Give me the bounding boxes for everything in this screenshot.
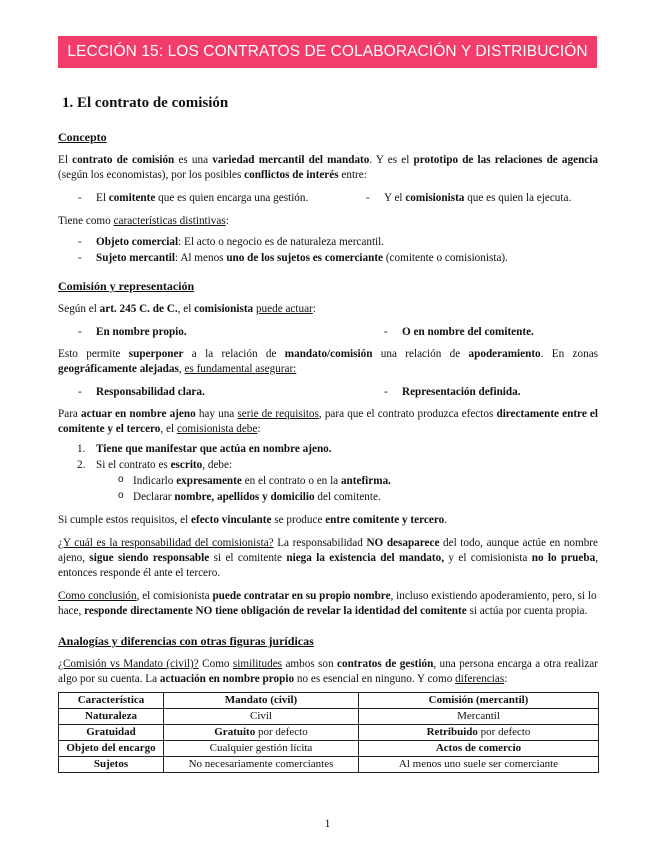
action-modes-list — [58, 324, 598, 340]
lesson-title-banner: LECCIÓN 15: LOS CONTRATOS DE COLABORACIÓN Y DISTRIBUCIÓN — [58, 36, 597, 68]
list-item: o Indicarlo expresamente en el contrato o en la antefirma. — [58, 473, 598, 489]
comision-paragraph-3: Para actuar en nombre ajeno hay una serie de requisitos, para que el contrato produzca efectos directamente entre el comitente y el tercero, el comisionista debe: — [58, 408, 599, 435]
mode-principal-name: - O en nombre del comitente. — [364, 324, 534, 340]
requirements-numbered-list — [58, 441, 598, 473]
table-cell: Actos de comercio — [359, 741, 599, 757]
heading-analogias: Analogías y diferencias con otras figuras jurídicas — [58, 634, 314, 648]
party-comisionista: - Y el comisionista que es quien la ejecuta. — [346, 190, 571, 206]
table-cell: No necesariamente comerciantes — [164, 757, 359, 773]
comision-paragraph-1: Según el art. 245 C. de C., el comisionista puede actuar: — [58, 303, 316, 315]
list-item: o Declarar nombre, apellidos y domicilio del comitente. — [58, 489, 598, 505]
comision-paragraph-5: ¿Y cuál es la responsabilidad del comisionista? La responsabilidad NO desaparece del todo, aunque actúe en nombre ajeno, sigue siendo responsable si el comitente niega la existencia del mandato, y el comisionista no lo prueba, entonces responde él ante el tercero. — [58, 537, 598, 579]
list-item: 1. Tiene que manifestar que actúa en nombre ajeno. — [77, 443, 332, 455]
table-cell: Mercantil — [359, 709, 599, 725]
list-item: 2. Si el contrato es escrito, debe: — [77, 459, 233, 471]
req-responsibility: - Responsabilidad clara. — [58, 384, 364, 400]
table-cell: Sujetos — [59, 757, 164, 773]
req-representation: - Representación definida. — [364, 384, 521, 400]
table-cell: Naturaleza — [59, 709, 164, 725]
heading-concepto: Concepto — [58, 130, 107, 144]
written-requirements-list — [58, 473, 598, 505]
table-cell: Gratuidad — [59, 725, 164, 741]
table-cell: Retribuido por defecto — [359, 725, 599, 741]
table-cell: Gratuito por defecto — [164, 725, 359, 741]
requirements-list — [58, 384, 598, 400]
table-header-cell: Mandato (civil) — [164, 693, 359, 709]
table-header-row — [59, 693, 599, 709]
table-cell: Cualquier gestión lícita — [164, 741, 359, 757]
comision-paragraph-4: Si cumple estos requisitos, el efecto vinculante se produce entre comitente y tercero. — [58, 514, 447, 526]
table-cell: Objeto del encargo — [59, 741, 164, 757]
table-row — [59, 725, 599, 741]
comision-paragraph-2: Esto permite superponer a la relación de mandato/comisión una relación de apoderamiento. En zonas geográficamente alejadas, es fundamental asegurar: — [58, 348, 599, 375]
concepto-paragraph-1: El contrato de comisión es una variedad mercantil del mandato. Y es el prototipo de las relaciones de agencia (según los economistas), por los posibles conflictos de interés entre: — [58, 154, 598, 181]
document-body — [58, 92, 598, 773]
list-item: - Objeto comercial: El acto o negocio es de naturaleza mercantil. — [58, 234, 598, 250]
table-cell: Civil — [164, 709, 359, 725]
characteristics-list — [58, 234, 598, 266]
heading-comision-representacion: Comisión y representación — [58, 279, 195, 293]
table-header-cell: Característica — [59, 693, 164, 709]
concepto-paragraph-2: Tiene como características distintivas: — [58, 215, 229, 227]
table-row — [59, 741, 599, 757]
section-title: 1. El contrato de comisión — [62, 95, 229, 111]
table-header-cell: Comisión (mercantil) — [359, 693, 599, 709]
table-cell: Al menos uno suele ser comerciante — [359, 757, 599, 773]
analogias-paragraph-1: ¿Comisión vs Mandato (civil)? Como similitudes ambos son contratos de gestión, una persona encarga a otra realizar algo por su cuenta. La actuación en nombre propio no es esencial en ninguno. Y como diferencias: — [58, 658, 598, 685]
page-number: 1 — [324, 816, 331, 830]
comision-paragraph-6: Como conclusión, el comisionista puede contratar en su propio nombre, incluso existiendo apoderamiento, pero, si lo hace, responde directamente NO tiene obligación de revelar la identidad del comitente si actúa por cuenta propia. — [58, 590, 597, 617]
list-item: - Sujeto mercantil: Al menos uno de los sujetos es comerciante (comitente o comisionista). — [58, 250, 598, 266]
table-row — [59, 709, 599, 725]
party-comitente: - El comitente que es quien encarga una gestión. — [58, 190, 346, 206]
parties-list — [58, 190, 598, 206]
table-row — [59, 757, 599, 773]
comparison-table — [58, 692, 599, 773]
mode-own-name: - En nombre propio. — [58, 324, 364, 340]
